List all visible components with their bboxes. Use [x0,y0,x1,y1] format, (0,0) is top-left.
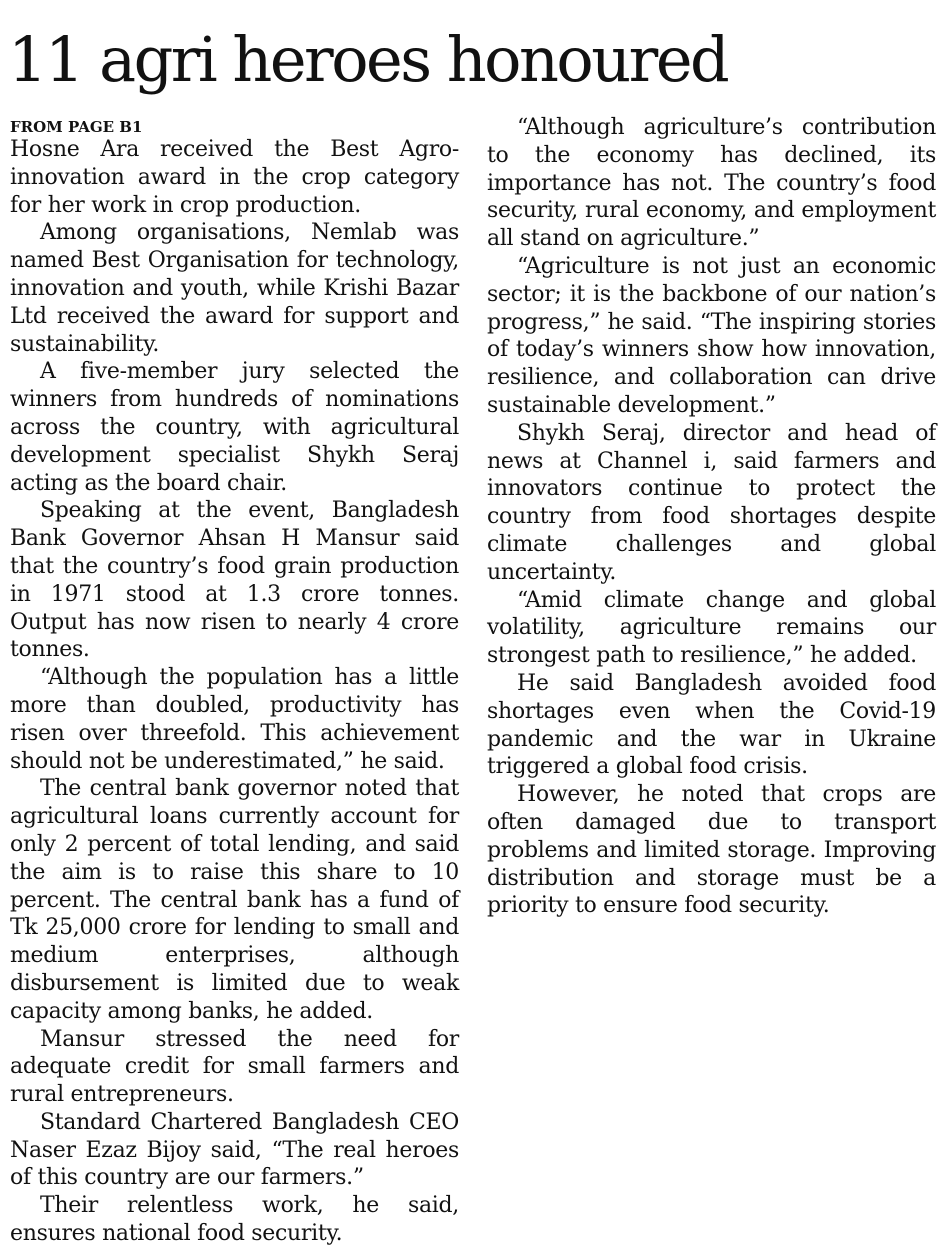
paragraph: However, he noted that crops are often damaged due to transport problems and limited storage. Improving distribution and storage must be a priority to ensure food security. [487,782,936,919]
paragraph: “Although the population has a little more than doubled, productivity has risen over threefold. This achievement should not be underestimated,” he said. [10,665,459,774]
article-column-left [10,114,459,1248]
paragraph: Among organisations, Nemlab was named Best Organisation for technology, innovation and youth, while Krishi Bazar Ltd received the award for support and sustainability. [10,220,459,357]
paragraph: Mansur stressed the need for adequate credit for small farmers and rural entrepreneurs. [10,1026,459,1108]
paragraph: Speaking at the event, Bangladesh Bank Governor Ahsan H Mansur said that the country’s food grain production in 1971 stood at 1.3 crore tonnes. Output has now risen to nearly 4 crore tonnes. [10,498,459,663]
paragraph: “Agriculture is not just an economic sector; it is the backbone of our nation’s progress,” he said. “The inspiring stories of today’s winners show how innovation, resilience, and collaboration can drive sustainable development.” [487,253,936,418]
paragraph: Shykh Seraj, director and head of news at Channel i, said farmers and innovators continue to protect the country from food shortages despite climate challenges and global uncertainty. [487,420,936,585]
paragraph: Their relentless work, he said, ensures national food security. [10,1193,459,1247]
paragraph: He said Bangladesh avoided food shortages even when the Covid-19 pandemic and the war in Ukraine triggered a global food crisis. [487,670,936,780]
article-column-right [487,114,936,920]
paragraph: Hosne Ara received the Best Agro-innovation award in the crop category for her work in crop production. [10,137,459,218]
paragraph: “Although agriculture’s contribution to the economy has declined, its importance has not. The country’s food security, rural economy, and employment all stand on agriculture.” [487,115,936,252]
headline: 11 agri heroes honoured [8,23,728,96]
paragraph: Standard Chartered Bangladesh CEO Naser Ezaz Bijoy said, “The real heroes of this country are our farmers.” [10,1109,459,1191]
paragraph: The central bank governor noted that agricultural loans currently account for only 2 percent of total lending, and said the aim is to raise this share to 10 percent. The central bank has a fund of Tk 25,000 crore for lending to small and medium enterprises, although disbursement is limited due to weak capacity among banks, he added. [10,776,459,1024]
paragraph: “Amid climate change and global volatility, agriculture remains our strongest path to resilience,” he added. [487,587,936,669]
paragraph: A five-member jury selected the winners from hundreds of nominations across the country, with agricultural development specialist Shykh Seraj acting as the board chair. [10,359,459,496]
continuation-kicker: FROM PAGE B1 [10,118,143,136]
